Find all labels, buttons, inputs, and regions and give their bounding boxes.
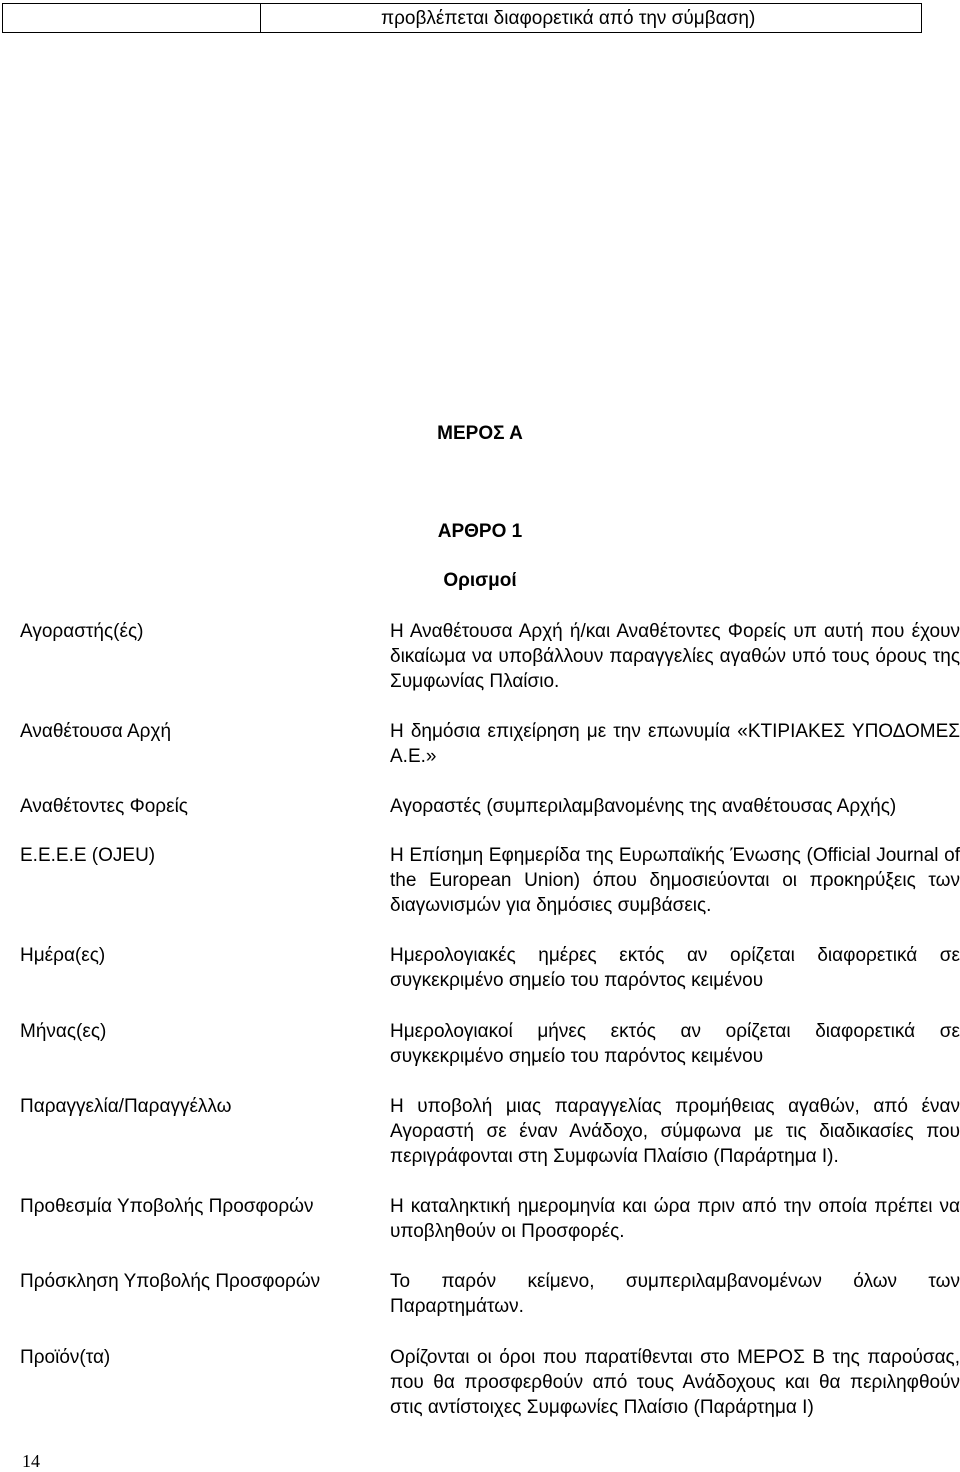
definition-term: Προϊόν(τα) xyxy=(20,1347,111,1368)
definition-text: Ορίζονται οι όροι που παρατίθενται στο ΜΕΡΟΣ Β της παρούσας, που θα προσφερθούν από τους Ανάδοχους και θα περιληφθούν στις αντίστοιχες Συμφωνίες Πλαίσιο (Παράρτημα Ι) xyxy=(390,1347,960,1418)
definition-text: Η καταληκτική ημερομηνία και ώρα πριν από την οποία πρέπει να υποβληθούν οι Προσφορές. xyxy=(390,1196,960,1242)
definition-text: Η δημόσια επιχείρηση με την επωνυμία «ΚΤΙΡΙΑΚΕΣ ΥΠΟΔΟΜΕΣ Α.Ε.» xyxy=(390,721,960,767)
header-table-note: προβλέπεται διαφορετικά από την σύμβαση) xyxy=(381,8,756,29)
definition-term: Αγοραστής(ές) xyxy=(20,621,144,642)
definition-text: Αγοραστές (συμπεριλαμβανομένης της αναθέτουσας Αρχής) xyxy=(390,796,897,817)
definition-term: Μήνας(ες) xyxy=(20,1021,107,1042)
definition-term: Προθεσμία Υποβολής Προσφορών xyxy=(20,1196,314,1217)
article-title: ΑΡΘΡΟ 1 xyxy=(437,521,523,542)
header-table-empty-cell xyxy=(3,4,261,32)
page-number: 14 xyxy=(22,1451,40,1471)
definition-text: Το παρόν κείμενο, συμπεριλαμβανομένων όλων των Παραρτημάτων. xyxy=(390,1271,960,1317)
definition-text: Η Αναθέτουσα Αρχή ή/και Αναθέτοντες Φορείς υπ αυτή που έχουν δικαίωμα να υποβάλλουν παραγγελίες αγαθών υπό τους όρους της Συμφωνίας Πλαίσιο. xyxy=(390,621,960,692)
part-title: ΜΕΡΟΣ Α xyxy=(437,423,523,444)
definition-text: Η υποβολή μιας παραγγελίας προμήθειας αγαθών, από έναν Αγοραστή σε έναν Ανάδοχο, σύμφωνα με τις διαδικασίες που περιγράφονται στη Συμφωνία Πλαίσιο (Παράρτημα Ι). xyxy=(390,1096,960,1167)
article-subtitle: Ορισμοί xyxy=(443,570,517,591)
header-table xyxy=(2,3,922,33)
definition-text: Η Επίσημη Εφημερίδα της Ευρωπαϊκής Ένωσης (Official Journal of the European Union) όπου δημοσιεύονται οι προκηρύξεις των διαγωνισμών για δημόσιες συμβάσεις. xyxy=(390,845,960,916)
definition-text: Ημερολογιακοί μήνες εκτός αν ορίζεται διαφορετικά σε συγκεκριμένο σημείο του παρόντος κειμένου xyxy=(390,1021,960,1067)
definition-text: Ημερολογιακές ημέρες εκτός αν ορίζεται διαφορετικά σε συγκεκριμένο σημείο του παρόντος κειμένου xyxy=(390,945,960,991)
definition-term: Αναθέτοντες Φορείς xyxy=(20,796,188,817)
definition-term: Ε.Ε.Ε.Ε (OJEU) xyxy=(20,845,156,866)
definition-term: Παραγγελία/Παραγγέλλω xyxy=(20,1096,232,1117)
definition-term: Ημέρα(ες) xyxy=(20,945,106,966)
definition-term: Αναθέτουσα Αρχή xyxy=(20,721,172,742)
definition-term: Πρόσκληση Υποβολής Προσφορών xyxy=(20,1271,321,1292)
